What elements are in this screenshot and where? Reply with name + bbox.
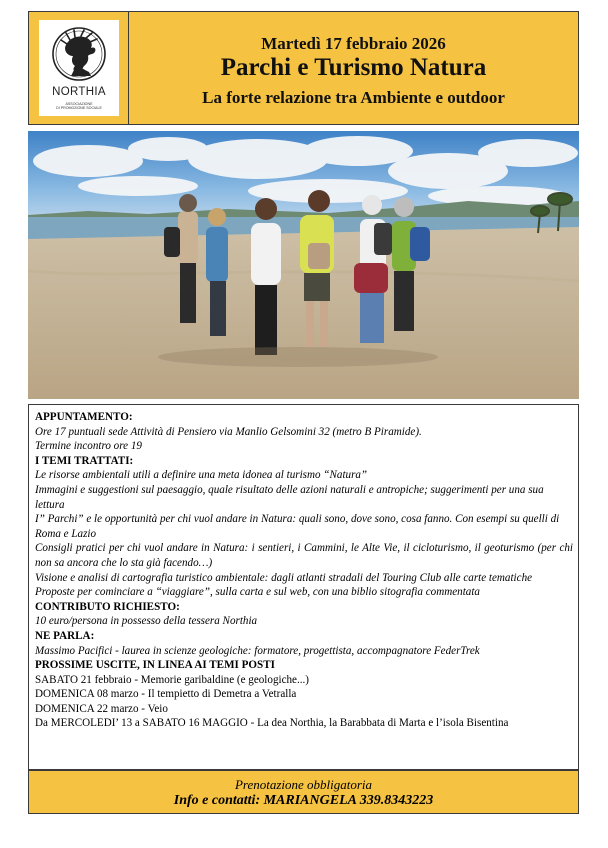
logo-wordmark: NORTHIA (52, 86, 106, 98)
event-date: Martedì 17 febbraio 2026 (261, 34, 446, 53)
section-heading-temi: I TEMI TRATTATI: (35, 454, 134, 467)
topic-item: Visione e analisi di cartografia turistico ambientale: dagli atlanti stradali del Touring Club alle carte tematiche (35, 571, 533, 584)
topic-item: Consigli pratici per chi vuol andare in Natura: i sentieri, i Cammini, le Alte Vie, il cicloturismo, il geoturismo (per chi non sa ancora che lo sta già facendo…) (35, 542, 573, 569)
appuntamento-line: Ore 17 puntuali sede Attività di Pensiero via Manlio Gelsomini 32 (metro B Piramide). (35, 425, 422, 438)
upcoming-trip: Da MERCOLEDI’ 13 a SABATO 16 MAGGIO - La dea Northia, la Barabbata di Marta e l’isola Bisentina (35, 717, 509, 730)
contact-info: Info e contatti: MARIANGELA 339.8343223 (173, 793, 434, 808)
hikers-beach-photo (28, 131, 579, 399)
logo-subtitle: ASSOCIAZIONE DI PROMOZIONE SOCIALE (56, 102, 102, 111)
event-subtitle: La forte relazione tra Ambiente e outdoor (202, 88, 505, 107)
appuntamento-line: Termine incontro ore 19 (35, 440, 142, 453)
section-heading-uscite: PROSSIME USCITE, IN LINEA AI TEMI POSTI (35, 659, 275, 672)
contributo-text: 10 euro/persona in possesso della tessera Northia (35, 615, 258, 628)
header-banner (28, 11, 579, 125)
event-details (28, 404, 579, 770)
topic-item: Le risorse ambientali utili a definire una meta idonea al turismo “Natura” (35, 469, 368, 482)
topic-item: Proposte per cominciare a “viaggiare”, sulla carta e sul web, con una biblio sitografia commentata (35, 586, 480, 599)
upcoming-trip: DOMENICA 08 marzo - Il tempietto di Demetra a Vetralla (35, 688, 297, 701)
upcoming-trip: SABATO 21 febbraio - Memorie garibaldine (e geologiche...) (35, 673, 309, 686)
footer-banner (28, 770, 579, 814)
section-heading-appuntamento: APPUNTAMENTO: (35, 411, 133, 423)
relatore-text: Massimo Pacifici - laurea in scienze geologiche: formatore, progettista, accompagnatore FederTrek (35, 644, 480, 657)
topic-item: I” Parchi” e le opportunità per chi vuol andare in Natura: quali sono, dove sono, cosa fanno. Con esempi su quelli di Roma e Lazio (35, 513, 560, 540)
section-heading-relatore: NE PARLA: (35, 629, 95, 642)
header-text (129, 12, 578, 124)
goddess-emblem-icon (51, 24, 107, 84)
event-title: Parchi e Turismo Natura (220, 54, 487, 81)
upcoming-trip: DOMENICA 22 marzo - Veio (35, 702, 168, 715)
logo-cell (29, 12, 129, 124)
topic-item: Immagini e suggestioni sul paesaggio, quale risultato delle azioni naturali e antropiche; suggerimenti per una sua lettura (35, 483, 544, 511)
northia-logo (39, 20, 119, 116)
section-heading-contributo: CONTRIBUTO RICHIESTO: (35, 600, 180, 613)
booking-note: Prenotazione obbligatoria (234, 777, 373, 792)
